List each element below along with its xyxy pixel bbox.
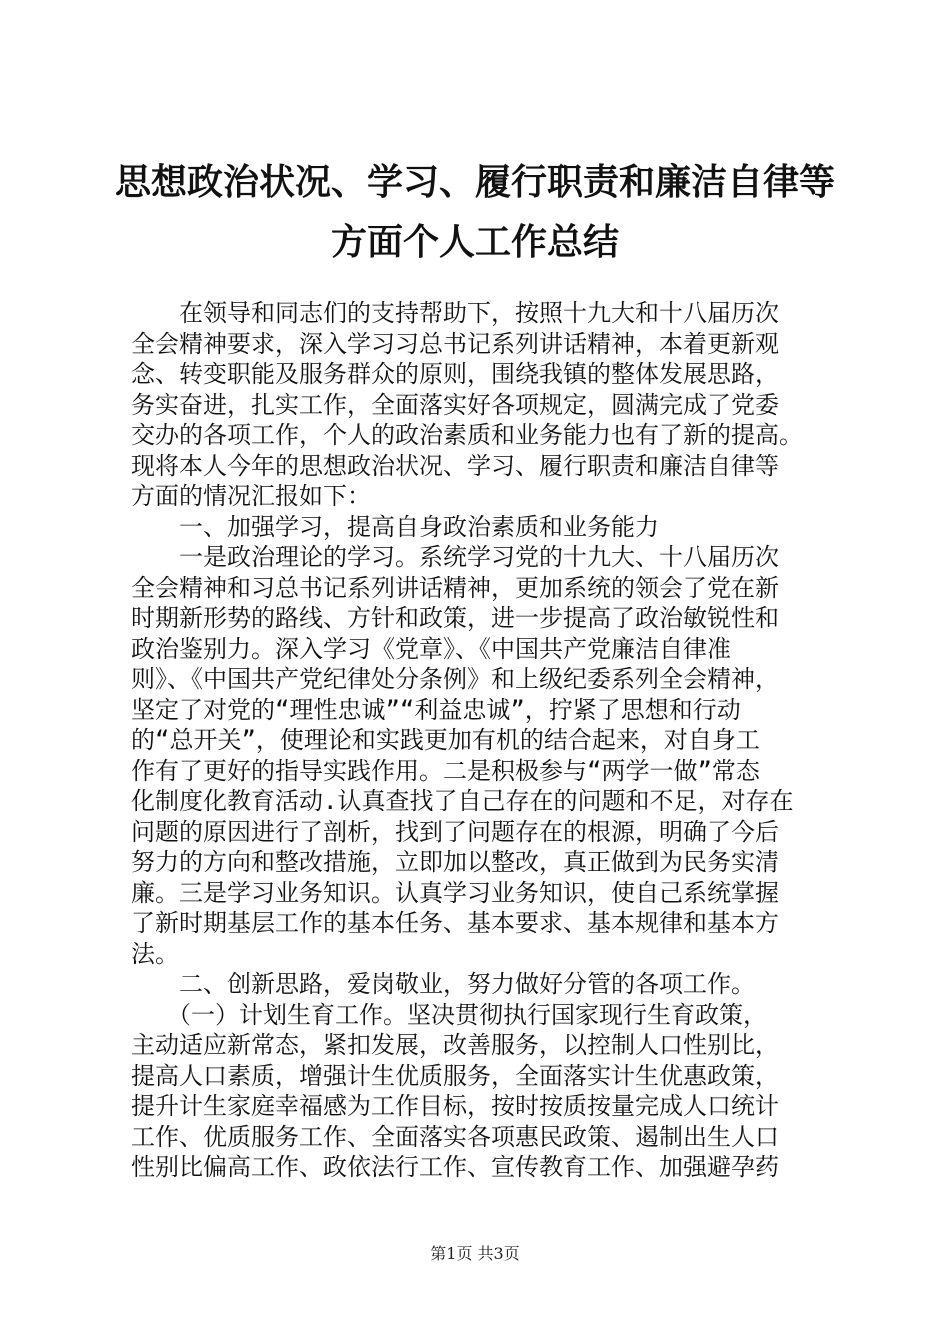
body-line: 作有了更好的指导实践作用。二是积极参与“两学一做”常态	[131, 756, 760, 785]
document-body	[131, 298, 846, 1183]
page-number-footer: 第1页 共3页	[430, 1244, 520, 1263]
document-title-line-1: 思想政治状况、学习、履行职责和廉洁自律等	[114, 161, 835, 203]
body-line: 努力的方向和整改措施，立即加以整改，真正做到为民务实清	[131, 848, 779, 876]
body-line: 提高人口素质，增强计生优质服务，全面落实计生优惠政策，	[131, 1061, 779, 1090]
body-line: 廉。三是学习业务知识。认真学习业务知识，使自己系统掌握	[131, 878, 779, 907]
section-heading-1: 一、加强学习，提高自身政治素质和业务能力	[131, 512, 659, 541]
document-title-line-2: 方面个人工作总结	[330, 221, 619, 263]
body-line: 政治鉴别力。深入学习《党章》、《中国共产党廉洁自律准	[131, 634, 731, 663]
body-line: 全会精神要求，深入学习习总书记系列讲话精神，本着更新观	[131, 329, 779, 358]
body-line: 在领导和同志们的支持帮助下，按照十九大和十八届历次	[131, 299, 779, 327]
body-line: 了新时期基层工作的基本任务、基本要求、基本规律和基本方	[131, 909, 779, 937]
body-line: 提升计生家庭幸福感为工作目标，按时按质按量完成人口统计	[131, 1092, 779, 1120]
body-line: 时期新形势的路线、方针和政策，进一步提高了政治敏锐性和	[131, 604, 779, 632]
body-line: 工作、优质服务工作、全面落实各项惠民政策、遏制出生人口	[131, 1122, 779, 1151]
body-line: 全会精神和习总书记系列讲话精神，更加系统的领会了党在新	[131, 573, 779, 602]
body-line: 则》、《中国共产党纪律处分条例》和上级纪委系列全会精神，	[131, 665, 779, 693]
body-line: 一是政治理论的学习。系统学习党的十九大、十八届历次	[131, 543, 779, 571]
body-line: 问题的原因进行了剖析，找到了问题存在的根源，明确了今后	[131, 817, 779, 846]
section-heading-2: 二、创新思路，爱岗敬业，努力做好分管的各项工作。	[131, 970, 755, 998]
body-line: 坚定了对党的“理性忠诚”“利益忠诚”，拧紧了思想和行动	[131, 695, 741, 724]
body-line: 性别比偏高工作、政依法行工作、宣传教育工作、加强避孕药	[131, 1153, 779, 1181]
body-line: 交办的各项工作，个人的政治素质和业务能力也有了新的提高。	[131, 421, 803, 449]
body-line: 化制度化教育活动.认真查找了自己存在的问题和不足，对存在	[131, 787, 794, 815]
body-line: 现将本人今年的思想政治状况、学习、履行职责和廉洁自律等	[131, 451, 779, 480]
body-line: 念、转变职能及服务群众的原则，围绕我镇的整体发展思路，	[131, 360, 779, 388]
body-line: 务实奋进，扎实工作，全面落实好各项规定，圆满完成了党委	[131, 390, 779, 419]
body-line: 的“总开关”，使理论和实践更加有机的结合起来，对自身工	[131, 726, 760, 754]
body-line: 主动适应新常态，紧扣发展，改善服务，以控制人口性别比，	[131, 1031, 779, 1059]
body-line: 方面的情况汇报如下：	[131, 482, 371, 510]
body-line: （一）计划生育工作。坚决贯彻执行国家现行生育政策，	[131, 1000, 767, 1029]
body-line: 法。	[131, 939, 179, 968]
